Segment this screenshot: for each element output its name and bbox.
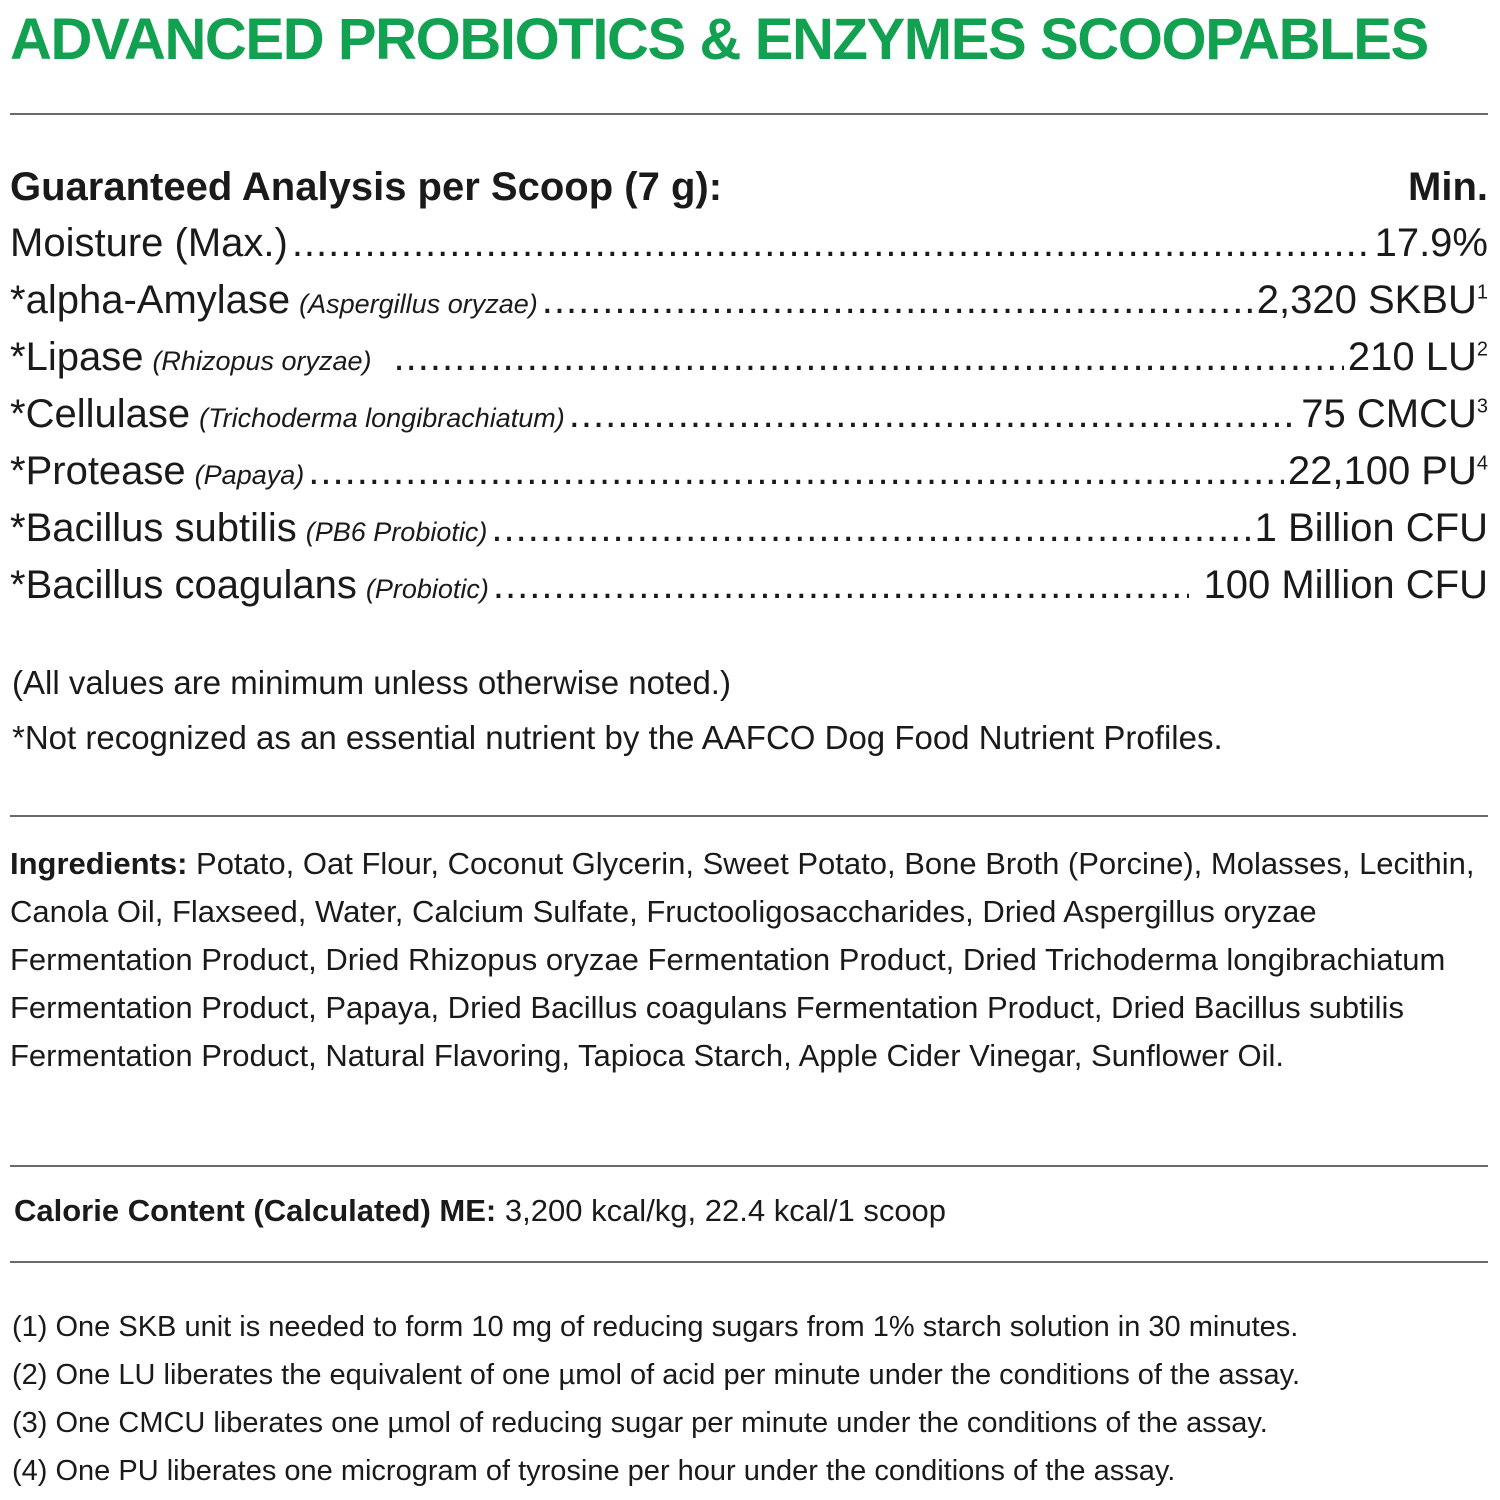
analysis-row-bacillus-coagulans (10, 563, 1488, 620)
nutrient-source: (Trichoderma longibrachiatum) (199, 403, 565, 433)
nutrient-name: *Cellulase (10, 392, 191, 436)
dot-leader (292, 221, 1371, 266)
divider (10, 1261, 1488, 1263)
nutrient-value: 2,320 SKBU$^1$ (1256, 278, 1488, 322)
analysis-row-cellulase (10, 392, 1488, 449)
nutrient-name: *Protease (10, 449, 186, 493)
nutrient-source: (Papaya) (194, 460, 305, 490)
ingredients-label: Ingredients: (10, 846, 188, 881)
analysis-row-protease (10, 449, 1488, 506)
analysis-row-moisture (10, 221, 1488, 278)
analysis-row-bacillus-subtilis (10, 506, 1488, 563)
page-title: ADVANCED PROBIOTICS & ENZYMES SCOOPABLES (10, 7, 1428, 72)
analysis-row-lipase (10, 335, 1488, 392)
footnote-ref: 2 (1476, 338, 1488, 361)
nutrient-value: 210 $LU^2$ (1347, 335, 1488, 379)
nutrient-source: (Probiotic) (365, 574, 489, 604)
footnote-4: (4) One PU liberates one microgram of tyrosine per hour under the conditions of the assay. (12, 1455, 1176, 1487)
dot-leader (394, 335, 1344, 380)
divider (10, 1165, 1488, 1167)
minimum-values-note: (All values are minimum unless otherwise noted.) (12, 664, 731, 701)
dot-leader (569, 392, 1298, 437)
footnote-ref: 4 (1476, 452, 1488, 475)
dot-leader (491, 506, 1250, 551)
aafco-note: *Not recognized as an essential nutrient by the AAFCO Dog Food Nutrient Profiles. (12, 719, 1223, 756)
guaranteed-analysis-title: Guaranteed Analysis per Scoop (7 g): (10, 164, 723, 209)
footnote-3: (3) One CMCU liberates one µmol of reducing sugar per minute under the conditions of the assay. (12, 1407, 1268, 1439)
dot-leader (308, 449, 1284, 494)
nutrient-source: (PB6 Probiotic) (305, 517, 488, 547)
footnote-ref: 3 (1476, 395, 1488, 418)
calorie-content (14, 1193, 946, 1229)
nutrient-value: 17.9% (1374, 221, 1488, 265)
footnote-2: (2) One LU liberates the equivalent of one µmol of acid per minute under the conditions of the assay. (12, 1359, 1301, 1391)
nutrient-name: Moisture (Max.) (10, 221, 288, 265)
ingredients-block (10, 840, 1490, 1080)
nutrient-source: (Rhizopus oryzae) (152, 346, 372, 376)
min-column-label: Min. (1408, 164, 1488, 209)
nutrient-name: *Lipase (10, 335, 144, 379)
guaranteed-analysis-table (10, 221, 1488, 620)
divider (10, 815, 1488, 817)
analysis-row-alpha-amylase (10, 278, 1488, 335)
nutrient-name: *Bacillus coagulans (10, 563, 357, 607)
divider (10, 113, 1488, 115)
guaranteed-analysis-header (10, 162, 1488, 212)
dot-leader (493, 563, 1190, 608)
nutrient-value: 100 Million CFU (1203, 563, 1488, 607)
calorie-label: Calorie Content (Calculated) ME: (14, 1193, 497, 1228)
nutrient-name: *alpha-Amylase (10, 278, 291, 322)
nutrient-name: *Bacillus subtilis (10, 506, 297, 550)
nutrient-value: 22,100 $PU^4$ (1287, 449, 1488, 493)
nutrient-value: 75 CMCU$^3$ (1301, 392, 1488, 436)
dot-leader (542, 278, 1253, 323)
footnote-ref: 1 (1476, 281, 1488, 304)
calorie-value: 3,200 kcal/kg, 22.4 kcal/1 scoop (496, 1193, 947, 1228)
ingredients-list: Potato, Oat Flour, Coconut Glycerin, Sweet Potato, Bone Broth (Porcine), Molasses, Lecithin, Canola Oil, Flaxseed, Water, Calcium Sulfate, Fructooligosaccharides, Dried Aspergillus oryzae Fermentation Product, Dried Rhizopus oryzae Fermentation Product, Dried Trichoderma longibrachiatum Fermentation Product, Papaya, Dried Bacillus coagulans Fermentation Product, Dried Bacillus subtilis Fermentation Product, Natural Flavoring, Tapioca Starch, Apple Cider Vinegar, Sunflower Oil. (10, 846, 1475, 1073)
nutrient-source: (Aspergillus oryzae) (299, 289, 538, 319)
footnotes (12, 1303, 1498, 1495)
footnote-1: (1) One SKB unit is needed to form 10 mg of reducing sugars from 1% starch solution in 30 minutes. (12, 1311, 1299, 1343)
nutrient-value: 1 Billion CFU (1254, 506, 1488, 550)
